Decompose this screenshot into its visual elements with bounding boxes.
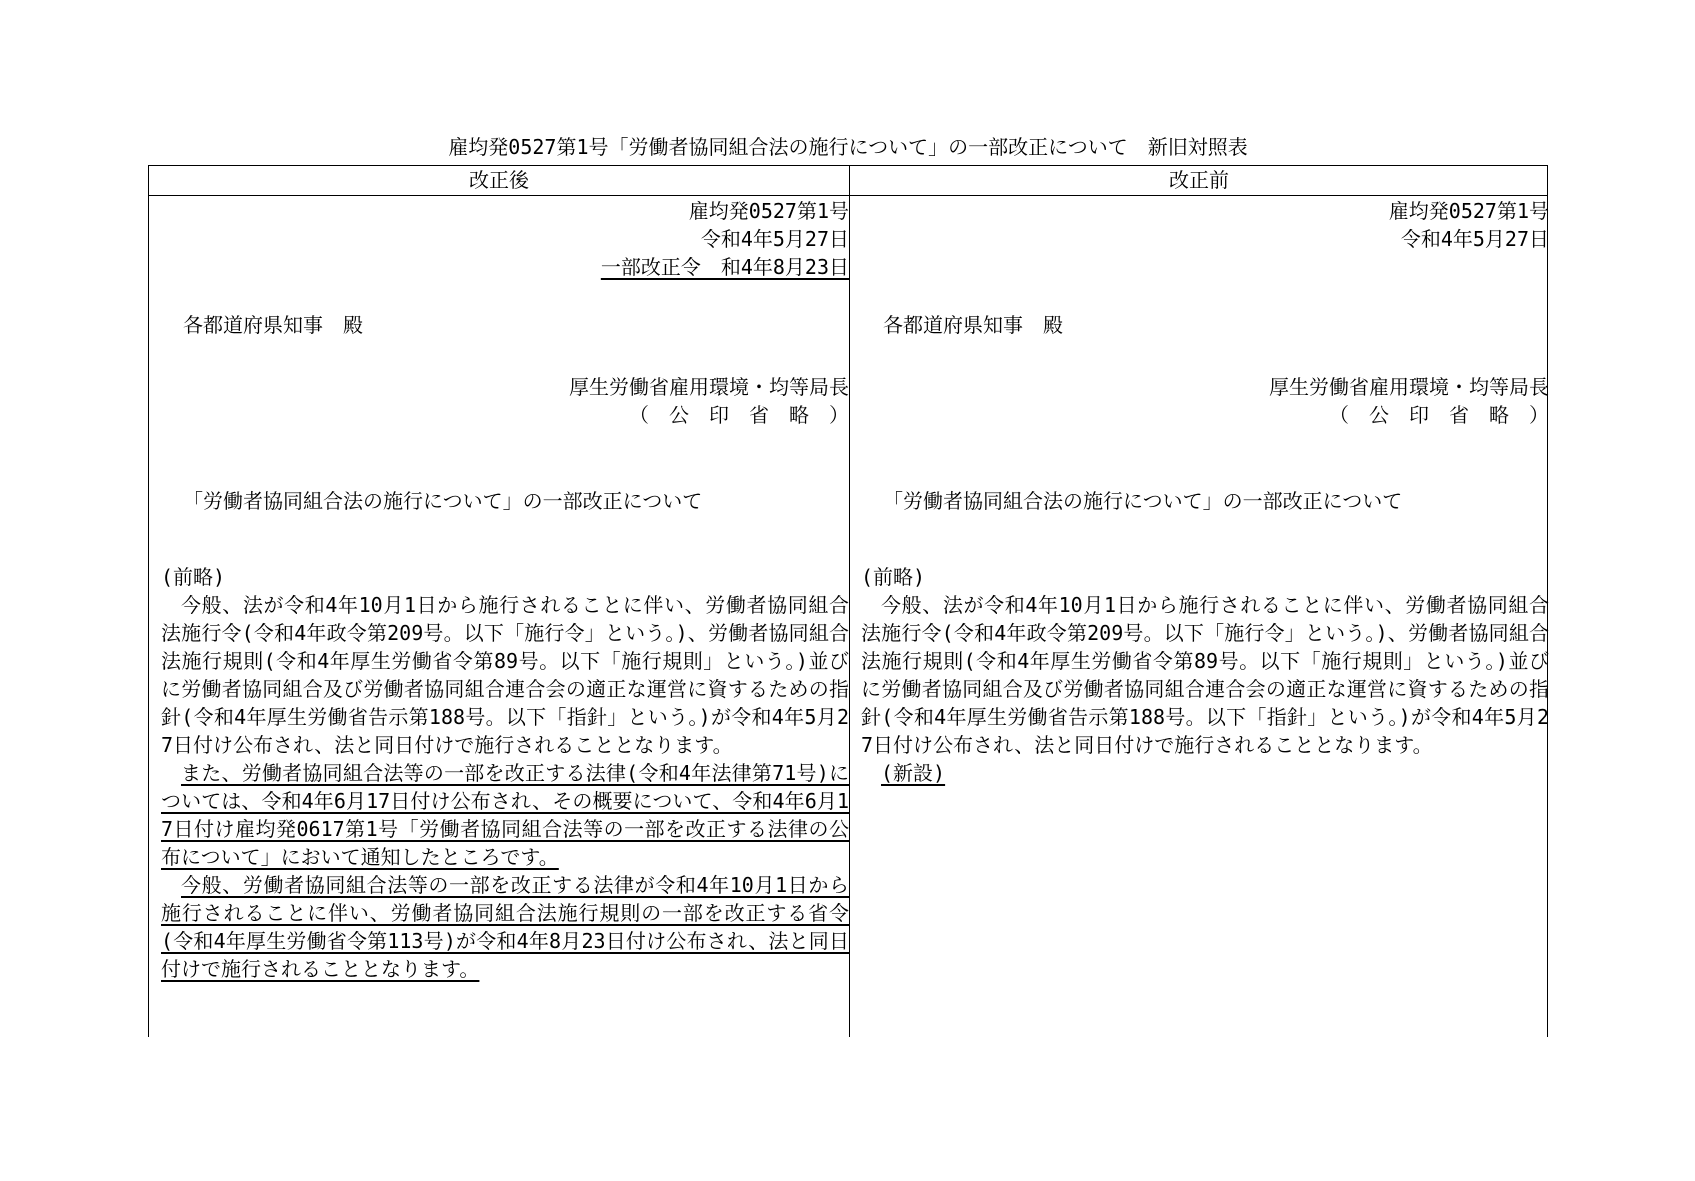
before-new-note: (新設) [881, 761, 946, 785]
before-subject: 「労働者協同組合法の施行について」の一部改正について [883, 489, 1403, 513]
after-paragraph-1: 今般、法が令和4年10月1日から施行されることに伴い、労働者協同組合法施行令(令和4年政令第209号。以下「施行令」という。)、労働者協同組合法施行規則(令和4年厚生労働省令第89号。以下「施行規則」という。)並びに労働者協同組合及び労働者協同組合連合会の適正な運営に資するための指針(令和4年厚生労働省告示第188号。以下「指針」という。)が令和4年5月27日付け公布され、法と同日付けで施行されることとなります。 [161, 593, 849, 757]
table-header-row [149, 166, 1547, 196]
after-zenryaku: (前略) [161, 565, 226, 589]
after-seal-omitted: （ 公 印 省 略 ） [629, 403, 849, 427]
before-column [861, 197, 1549, 787]
after-addressee: 各都道府県知事 殿 [183, 313, 363, 337]
before-addressee: 各都道府県知事 殿 [883, 313, 1063, 337]
before-paragraph-1: 今般、法が令和4年10月1日から施行されることに伴い、労働者協同組合法施行令(令和4年政令第209号。以下「施行令」という。)、労働者協同組合法施行規則(令和4年厚生労働省令第89号。以下「施行規則」という。)並びに労働者協同組合及び労働者協同組合連合会の適正な運営に資するための指針(令和4年厚生労働省告示第188号。以下「指針」という。)が令和4年5月27日付け公布され、法と同日付けで施行されることとなります。 [861, 593, 1549, 757]
before-sender: 厚生労働省雇用環境・均等局長 [1269, 375, 1549, 399]
after-paragraph-2: また、労働者協同組合法等の一部を改正する法律(令和4年法律第71号)については、令和4年6月17日付け公布され、その概要について、令和4年6月17日付け雇均発0617第1号「労働者協同組合法等の一部を改正する法律の公布について」において通知したところです。 [161, 761, 849, 869]
comparison-table [148, 165, 1548, 1037]
before-doc-number: 雇均発0527第1号 [1388, 199, 1549, 223]
after-amendment-date: 一部改正令 和4年8月23日 [600, 255, 849, 279]
header-after: 改正後 [469, 168, 529, 192]
before-date: 令和4年5月27日 [1400, 227, 1549, 251]
after-paragraph-3: 今般、労働者協同組合法等の一部を改正する法律が令和4年10月1日から施行されることに伴い、労働者協同組合法施行規則の一部を改正する省令(令和4年厚生労働省令第113号)が令和4年8月23日付け公布され、法と同日付けで施行されることとなります。 [161, 873, 849, 981]
after-column [161, 197, 849, 983]
header-before: 改正前 [1169, 168, 1229, 192]
column-divider [849, 166, 850, 1037]
before-seal-omitted: （ 公 印 省 略 ） [1329, 403, 1549, 427]
before-zenryaku: (前略) [861, 565, 926, 589]
after-doc-number: 雇均発0527第1号 [688, 199, 849, 223]
after-sender: 厚生労働省雇用環境・均等局長 [569, 375, 849, 399]
after-date: 令和4年5月27日 [700, 227, 849, 251]
after-subject: 「労働者協同組合法の施行について」の一部改正について [183, 489, 703, 513]
document-title: 雇均発0527第1号「労働者協同組合法の施行について」の一部改正について 新旧対照表 [448, 135, 1248, 159]
